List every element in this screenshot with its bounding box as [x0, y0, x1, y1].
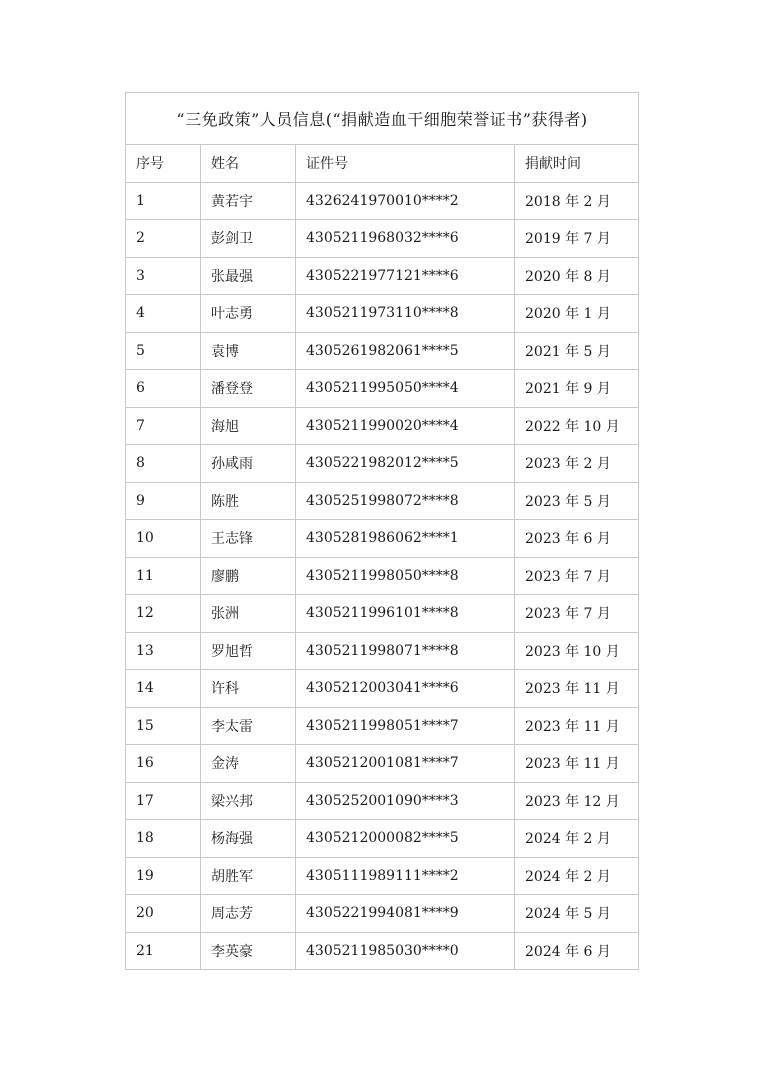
header-name: 姓名: [201, 145, 296, 183]
table-row: [126, 932, 639, 970]
table-row: [126, 482, 639, 520]
cell-date: 2020 年 8 月: [515, 257, 639, 295]
cell-name: 叶志勇: [201, 295, 296, 333]
cell-name: 海旭: [201, 407, 296, 445]
cell-id: 4305211996101****8: [296, 595, 515, 633]
cell-date: 2022 年 10 月: [515, 407, 639, 445]
cell-name: 王志锋: [201, 520, 296, 558]
cell-id: 4305211968032****6: [296, 220, 515, 258]
header-date: 捐献时间: [515, 145, 639, 183]
cell-seq: 10: [126, 520, 201, 558]
cell-id: 4305211998051****7: [296, 707, 515, 745]
cell-name: 李英豪: [201, 932, 296, 970]
cell-name: 张洲: [201, 595, 296, 633]
cell-date: 2024 年 2 月: [515, 857, 639, 895]
cell-date: 2024 年 2 月: [515, 820, 639, 858]
cell-seq: 14: [126, 670, 201, 708]
cell-id: 4305221977121****6: [296, 257, 515, 295]
cell-id: 4305252001090****3: [296, 782, 515, 820]
cell-name: 彭剑卫: [201, 220, 296, 258]
cell-seq: 4: [126, 295, 201, 333]
cell-date: 2023 年 7 月: [515, 595, 639, 633]
cell-name: 李太雷: [201, 707, 296, 745]
cell-date: 2023 年 2 月: [515, 445, 639, 483]
table-row: [126, 332, 639, 370]
cell-date: 2023 年 10 月: [515, 632, 639, 670]
cell-seq: 13: [126, 632, 201, 670]
cell-id: 4305281986062****1: [296, 520, 515, 558]
table-header-row: [126, 145, 639, 183]
table-row: [126, 370, 639, 408]
table-row: [126, 895, 639, 933]
cell-id: 4305212003041****6: [296, 670, 515, 708]
cell-seq: 1: [126, 182, 201, 220]
cell-date: 2019 年 7 月: [515, 220, 639, 258]
cell-name: 罗旭哲: [201, 632, 296, 670]
cell-seq: 11: [126, 557, 201, 595]
cell-date: 2023 年 11 月: [515, 745, 639, 783]
cell-id: 4305212001081****7: [296, 745, 515, 783]
cell-id: 4305261982061****5: [296, 332, 515, 370]
cell-date: 2024 年 6 月: [515, 932, 639, 970]
cell-name: 梁兴邦: [201, 782, 296, 820]
cell-date: 2023 年 5 月: [515, 482, 639, 520]
table-row: [126, 632, 639, 670]
cell-seq: 18: [126, 820, 201, 858]
cell-seq: 8: [126, 445, 201, 483]
cell-date: 2020 年 1 月: [515, 295, 639, 333]
cell-date: 2021 年 5 月: [515, 332, 639, 370]
table-row: [126, 220, 639, 258]
cell-seq: 12: [126, 595, 201, 633]
cell-name: 周志芳: [201, 895, 296, 933]
cell-name: 孙咸雨: [201, 445, 296, 483]
cell-date: 2024 年 5 月: [515, 895, 639, 933]
cell-seq: 2: [126, 220, 201, 258]
table-row: [126, 407, 639, 445]
table-row: [126, 707, 639, 745]
cell-seq: 17: [126, 782, 201, 820]
cell-seq: 5: [126, 332, 201, 370]
table-row: [126, 857, 639, 895]
cell-name: 许科: [201, 670, 296, 708]
cell-name: 金涛: [201, 745, 296, 783]
cell-id: 4305251998072****8: [296, 482, 515, 520]
table-row: [126, 182, 639, 220]
cell-date: 2023 年 12 月: [515, 782, 639, 820]
table-title: “三免政策”人员信息(“捐献造血干细胞荣誉证书”获得者): [126, 93, 639, 145]
cell-seq: 15: [126, 707, 201, 745]
table-title-row: [126, 93, 639, 145]
cell-id: 4305211995050****4: [296, 370, 515, 408]
cell-date: 2023 年 7 月: [515, 557, 639, 595]
cell-id: 4305111989111****2: [296, 857, 515, 895]
cell-date: 2021 年 9 月: [515, 370, 639, 408]
donor-info-table: [125, 92, 639, 970]
cell-id: 4305221982012****5: [296, 445, 515, 483]
cell-seq: 7: [126, 407, 201, 445]
cell-id: 4305212000082****5: [296, 820, 515, 858]
table-row: [126, 295, 639, 333]
table-row: [126, 520, 639, 558]
cell-seq: 21: [126, 932, 201, 970]
table-row: [126, 745, 639, 783]
cell-seq: 20: [126, 895, 201, 933]
cell-name: 胡胜军: [201, 857, 296, 895]
cell-name: 潘登登: [201, 370, 296, 408]
cell-seq: 6: [126, 370, 201, 408]
table-row: [126, 670, 639, 708]
table-row: [126, 595, 639, 633]
cell-id: 4326241970010****2: [296, 182, 515, 220]
cell-name: 陈胜: [201, 482, 296, 520]
table-row: [126, 445, 639, 483]
cell-id: 4305221994081****9: [296, 895, 515, 933]
table-row: [126, 557, 639, 595]
cell-name: 张最强: [201, 257, 296, 295]
header-id: 证件号: [296, 145, 515, 183]
cell-seq: 16: [126, 745, 201, 783]
cell-name: 廖鹏: [201, 557, 296, 595]
cell-id: 4305211998050****8: [296, 557, 515, 595]
table-row: [126, 257, 639, 295]
cell-seq: 3: [126, 257, 201, 295]
cell-seq: 19: [126, 857, 201, 895]
table-row: [126, 820, 639, 858]
cell-date: 2018 年 2 月: [515, 182, 639, 220]
cell-id: 4305211973110****8: [296, 295, 515, 333]
cell-id: 4305211990020****4: [296, 407, 515, 445]
cell-date: 2023 年 11 月: [515, 670, 639, 708]
cell-id: 4305211985030****0: [296, 932, 515, 970]
cell-date: 2023 年 6 月: [515, 520, 639, 558]
cell-id: 4305211998071****8: [296, 632, 515, 670]
cell-date: 2023 年 11 月: [515, 707, 639, 745]
header-seq: 序号: [126, 145, 201, 183]
cell-name: 黄若宇: [201, 182, 296, 220]
cell-seq: 9: [126, 482, 201, 520]
cell-name: 杨海强: [201, 820, 296, 858]
table-row: [126, 782, 639, 820]
cell-name: 袁博: [201, 332, 296, 370]
